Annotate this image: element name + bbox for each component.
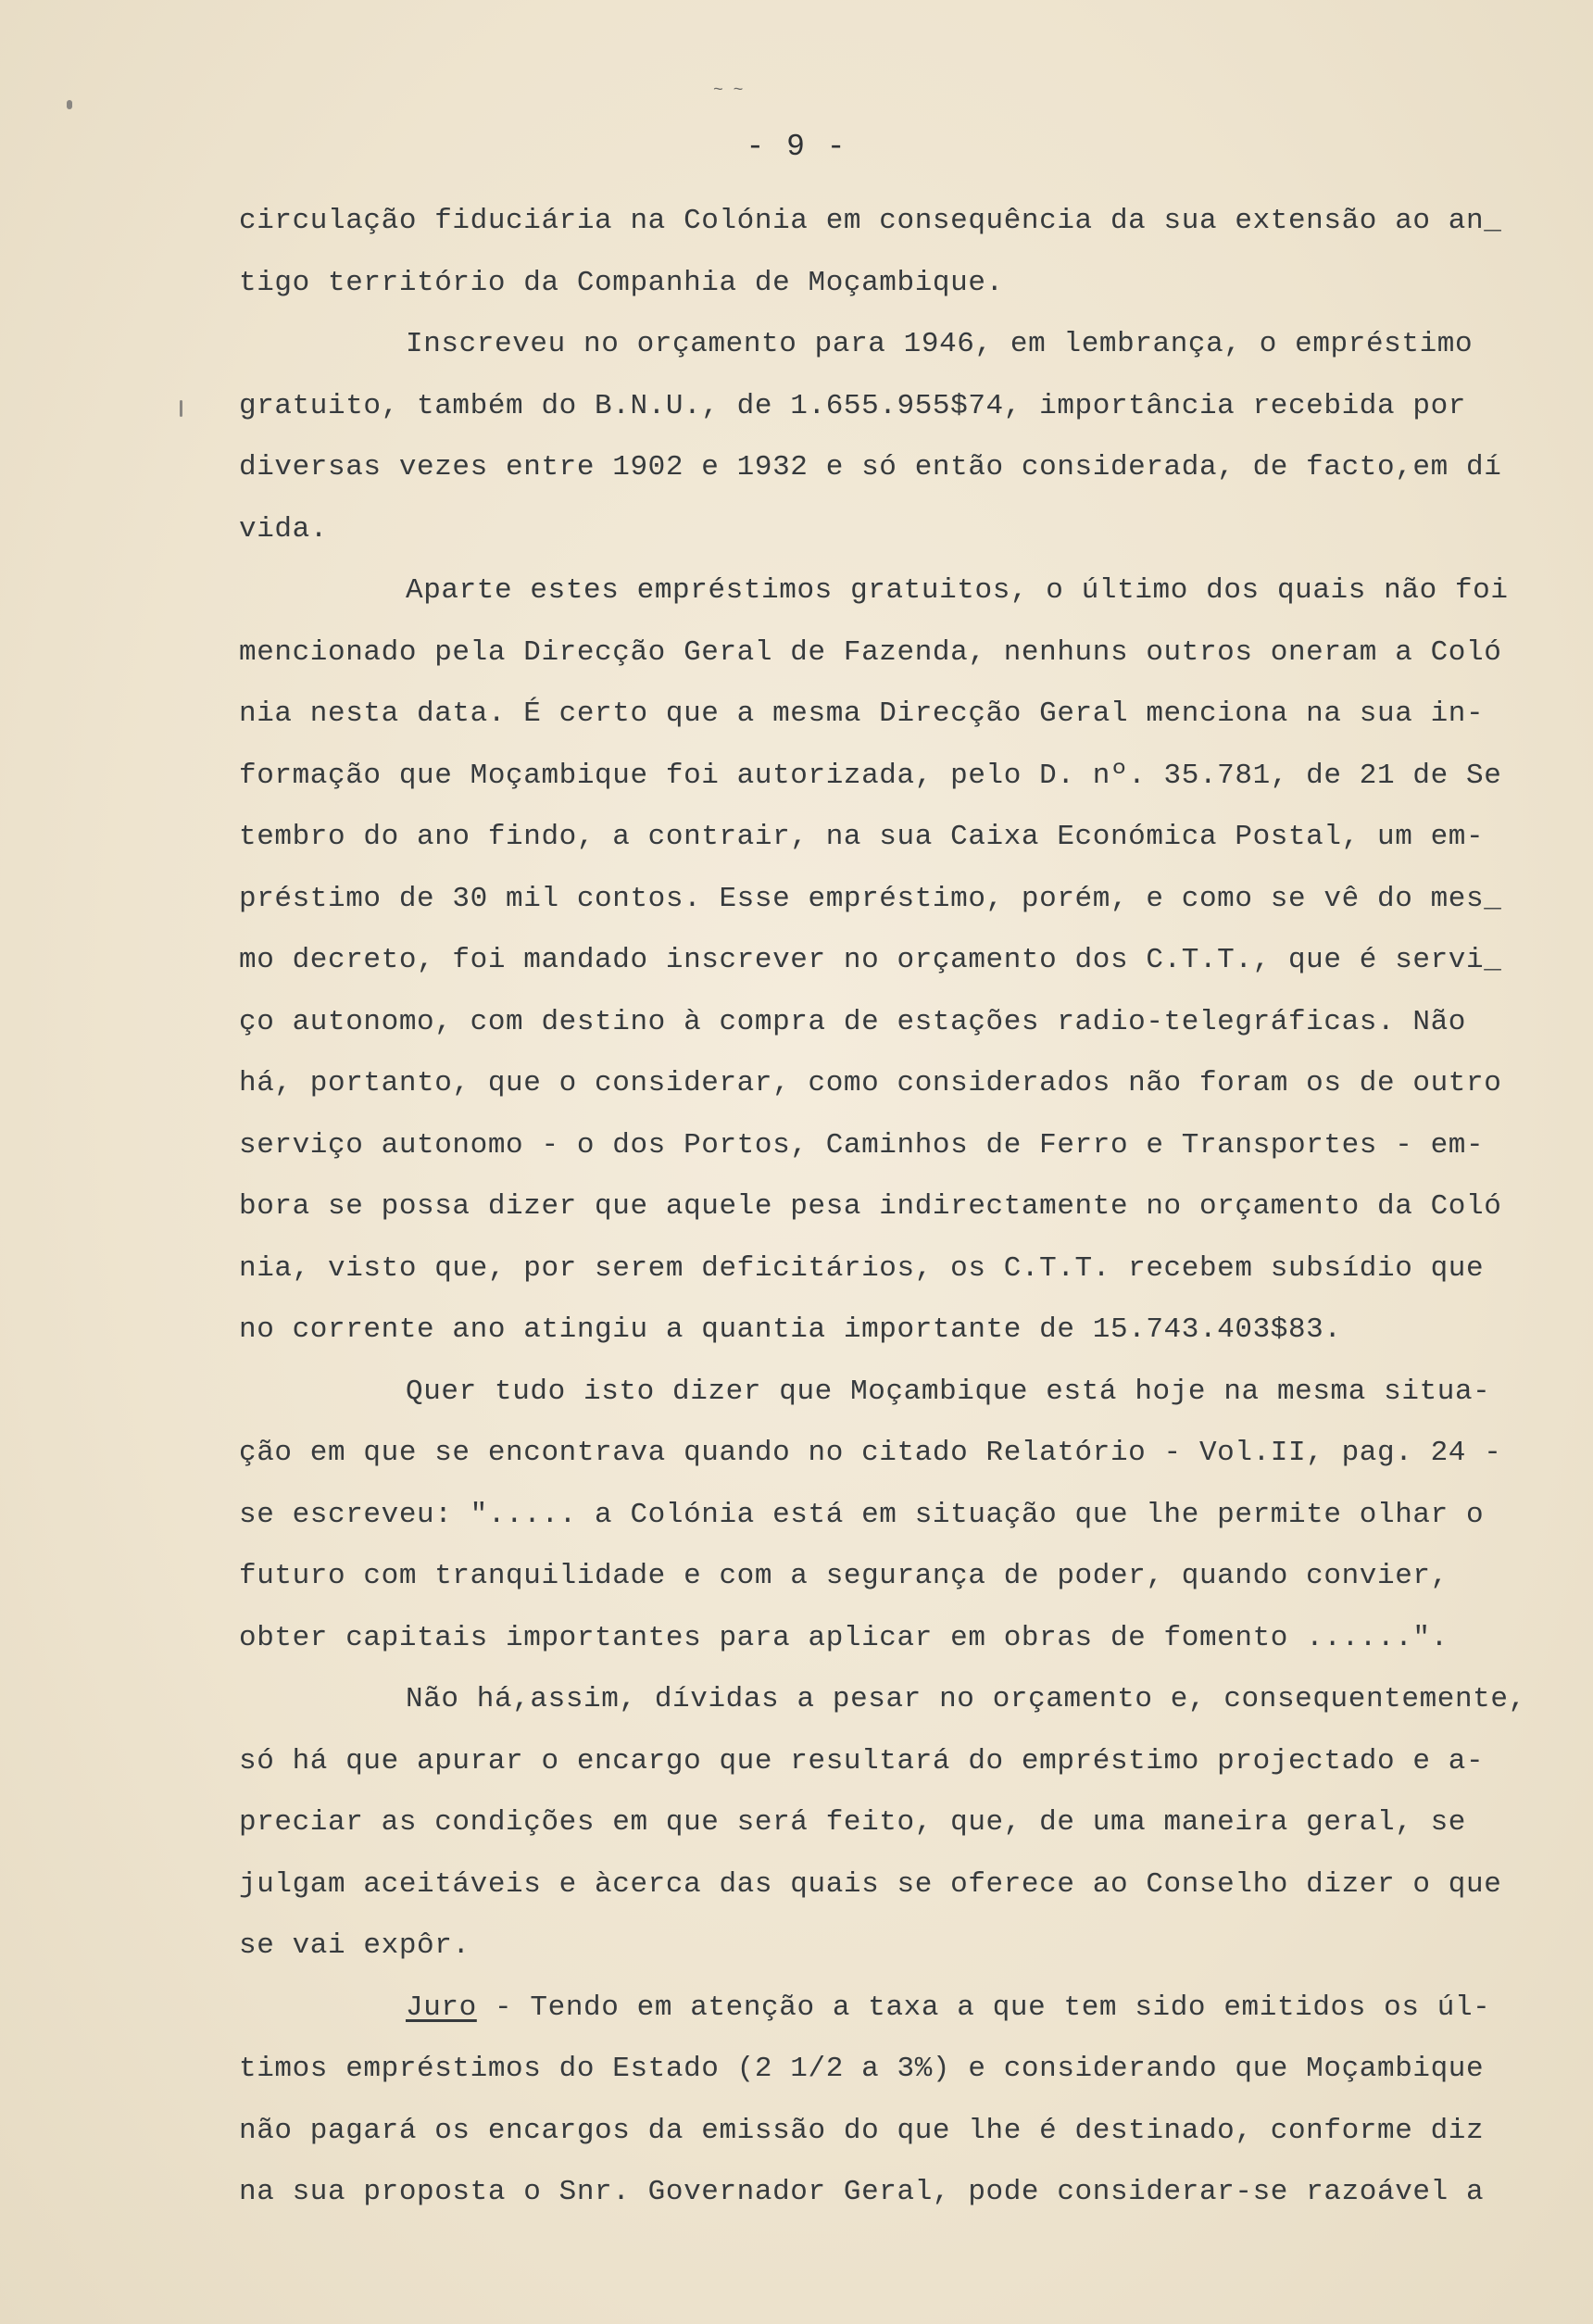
- juro-heading: Juro: [406, 1991, 477, 2024]
- text-line: nia, visto que, por serem deficitários, os C.T.T. recebem subsídio que: [239, 1251, 1485, 1285]
- text-line: Inscreveu no orçamento para 1946, em lembrança, o empréstimo: [406, 328, 1474, 360]
- page-number: - 9 -: [746, 130, 847, 164]
- text-line: circulação fiduciária na Colónia em consequência da sua extensão ao an_: [239, 205, 1502, 237]
- text-line: serviço autonomo - o dos Portos, Caminhos de Ferro e Transportes - em-: [239, 1128, 1485, 1162]
- text-line: Quer tudo isto dizer que Moçambique está hoje na mesma situa-: [406, 1375, 1491, 1408]
- text-line: Não há,assim, dívidas a pesar no orçamento e, consequentemente,: [406, 1683, 1526, 1715]
- text-line: Aparte estes empréstimos gratuitos, o último dos quais não foi: [406, 574, 1509, 607]
- text-line: formação que Moçambique foi autorizada, pelo D. nº. 35.781, de 21 de Se: [239, 759, 1502, 792]
- text-line: futuro com tranquilidade e com a segurança de poder, quando convier,: [239, 1560, 1449, 1592]
- text-line: tembro do ano findo, a contrair, na sua Caixa Económica Postal, um em-: [239, 821, 1485, 853]
- text-line-juro: [239, 1978, 1545, 2040]
- text-line: mo decreto, foi mandado inscrever no orçamento dos C.T.T., que é servi_: [239, 944, 1502, 976]
- text-line: se vai expôr.: [239, 1929, 470, 1962]
- text-line: mencionado pela Direcção Geral de Fazenda, nenhuns outros oneram a Coló: [239, 635, 1502, 669]
- paper-speck: [180, 400, 182, 417]
- text-line: diversas vezes entre 1902 e 1932 e só então considerada, de facto,em dí: [239, 451, 1502, 484]
- text-line: julgam aceitáveis e àcerca das quais se oferece ao Conselho dizer o que: [239, 1867, 1502, 1901]
- text-line: bora se possa dizer que aquele pesa indirectamente no orçamento da Coló: [239, 1190, 1502, 1223]
- text-line: timos empréstimos do Estado (2 1/2 a 3%) e considerando que Moçambique: [239, 2053, 1485, 2085]
- page-top-mark: ~ ~: [713, 82, 744, 100]
- paper-speck: [67, 100, 72, 109]
- text-line: ção em que se encontrava quando no citado Relatório - Vol.II, pag. 24 -: [239, 1437, 1502, 1469]
- text-line: só há que apurar o encargo que resultará do empréstimo projectado e a-: [239, 1744, 1485, 1778]
- text-line: gratuito, também do B.N.U., de 1.655.955$74, importância recebida por: [239, 389, 1467, 422]
- text-line: ço autonomo, com destino à compra de estações radio-telegráficas. Não: [239, 1005, 1467, 1038]
- juro-text: - Tendo em atenção a taxa a que tem sido emitidos os úl-: [476, 1991, 1491, 2024]
- text-line: na sua proposta o Snr. Governador Geral, pode considerar-se razoável a: [239, 2176, 1485, 2208]
- text-line: se escreveu: "..... a Colónia está em situação que lhe permite olhar o: [239, 1498, 1485, 1531]
- text-line: nia nesta data. É certo que a mesma Direcção Geral menciona na sua in-: [239, 697, 1485, 730]
- text-line: no corrente ano atingiu a quantia importante de 15.743.403$83.: [239, 1313, 1342, 1346]
- text-line: não pagará os encargos da emissão do que lhe é destinado, conforme diz: [239, 2114, 1485, 2147]
- text-line: tigo território da Companhia de Moçambique.: [239, 266, 1004, 299]
- text-line: preciar as condições em que será feito, que, de uma maneira geral, se: [239, 1806, 1467, 1839]
- typed-text-body: [239, 191, 1545, 2224]
- text-line: vida.: [239, 512, 329, 546]
- text-line: préstimo de 30 mil contos. Esse empréstimo, porém, e como se vê do mes_: [239, 882, 1502, 915]
- text-line: há, portanto, que o considerar, como considerados não foram os de outro: [239, 1067, 1502, 1099]
- text-line: obter capitais importantes para aplicar em obras de fomento ......".: [239, 1621, 1449, 1654]
